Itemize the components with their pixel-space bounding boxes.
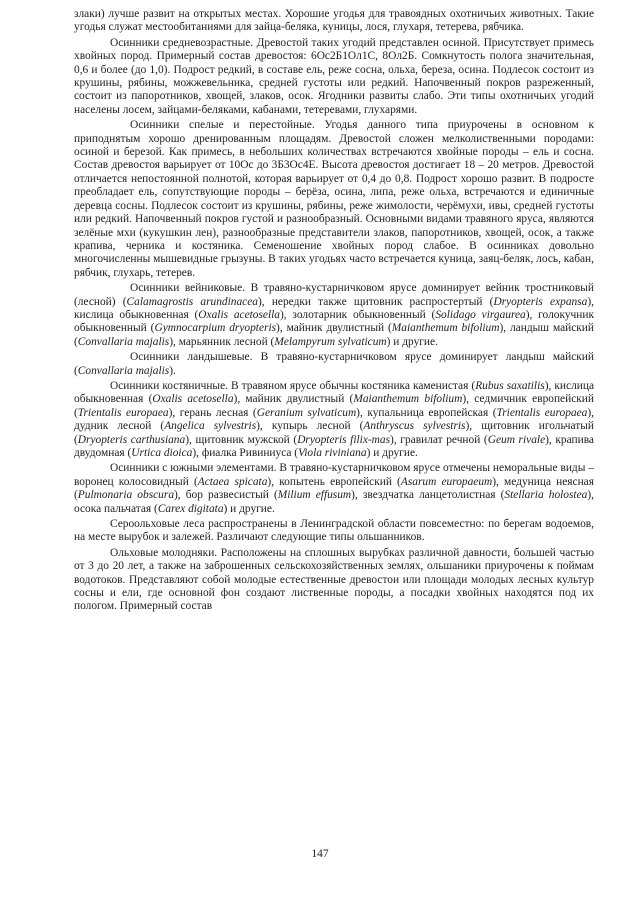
text-run: Осинники ландышевые. В травяно-кустарничковом ярусе доминирует ландыш майский ( [74,351,594,377]
paragraph [74,547,594,614]
text-run: Осинники костяничные. В травяном ярусе обычны костяника каменистая ( [110,379,476,392]
text-run: ) и другие. [366,447,418,459]
text-run: ), ландыш майский ( [74,322,595,348]
paragraph [74,37,594,117]
text-run: Осинники спелые и перестойные. Угодья данного типа приурочены в основном к приподнятым хорошо дренированным площадям. Древостой сложен мелколиственными породами: осиной и березой. Как примесь, в небольших количествах встречаются хвойные породы – ель и сосна. Состав древостоя варьирует от 10Ос до 3Б3Ос4Е. Высота древостоя достигает 18 – 20 метров. Древостой отличается непостоянной полнотой, которая варьирует от 0,4 до 0,8. Подрост хорошо развит. В подросте преобладает ель, сопутствующие породы – берёза, осина, липа, реже ольха, встречаются и единичные деревца сосны. Подлесок состоит из крушины, рябины, реже жимолости, черёмухи, ивы, средней густоты или редкий. Напочвенный покров густой и разнообразный. Основными видами травяного яруса, являются зелёные мхи (кукушкин лен), разнообразные представители злаков, папоротников, хвощей, осок, а также крапива, черника и костяника. Семеношение хвойных пород слабое. В осинниках довольно многочисленны мышевидные грызуны. В таких угодьях часто встречается куница, заяц-беляк, лось, кабан, рябчик, глухарь, тетерев. [74,119,594,279]
species-latin-name: Viola riviniana [298,447,367,459]
species-latin-name: Urtica dioica [131,447,193,459]
paragraph [74,119,594,280]
text-run: ), майник двулистный ( [276,322,392,335]
species-latin-name: Dryopteris filix-mas [297,433,391,446]
species-latin-name: Stellaria holostea [504,489,588,502]
text-run: ), майник двулистный ( [233,393,354,406]
text-run: ), фиалка Ривиниуса ( [192,447,299,459]
species-latin-name: Oxalis acetosella [152,393,234,406]
text-run: ) и другие. [386,335,438,348]
species-latin-name: Calamagrostis arundinacea [126,295,258,308]
species-latin-name: Maianthemum bifolium [391,322,500,335]
species-latin-name: Maianthemum bifolium [353,393,463,406]
text-run: ) и другие. [223,502,275,515]
text-run: ), щитовник мужской ( [185,433,298,446]
paragraph [74,462,594,516]
paragraph [74,518,594,545]
species-latin-name: Dryopteris expansa [493,295,588,308]
species-latin-name: Gymnocarpium dryopteris [154,322,277,335]
text-run: ), купырь лесной ( [256,420,364,433]
species-latin-name: Dryopteris carthusiana [77,433,186,446]
text-run: ), медуница неясная ( [74,475,594,502]
text-run: ), нередки также щитовник распростертый ( [257,295,494,308]
species-latin-name: Geranium sylvaticum [256,406,357,419]
document-page [74,8,594,616]
text-run: Осинники с южными элементами. В травяно-кустарничковом ярусе отмечены неморальные виды – воронец колосовидный ( [74,462,594,488]
text-run: ). [169,364,176,377]
species-latin-name: Angelica sylvestris [164,420,257,433]
text-run: ), герань лесная ( [168,406,257,419]
species-latin-name: Anthryscus sylvestris [363,420,466,433]
paragraph [74,8,594,35]
species-latin-name: Milium effusum [277,489,352,502]
text-run: Осинники средневозрастные. Древостой таких угодий представлен осиной. Присутствует примесь хвойных пород. Примерный состав древостоя: 6Ос2Б1Ол1С, 8Ол2Б. Сомкнутость полога значительная, 0,6 и более (до 1,0). Подрост редкий, в составе ель, реже сосна, ольха, береза, осина. Подлесок состоит из крушины, рябины, можжевельника, средней густоты или редкий. Напочвенный покров разреженный, состоит из папоротников, хвощей, злаков, осок. Ягодники развиты слабо. Эти типы охотничьих угодий населены лосем, зайцами-беляками, кабанами, тетеревами, глухарями. [74,36,594,116]
species-latin-name: Solidago virgaurea [435,308,526,321]
text-run: ), золотарник обыкновенный ( [280,308,436,321]
text-run: ), кислица обыкновенная ( [74,379,594,406]
text-run: ), звездчатка ланцетолистная ( [351,489,505,502]
text-run: Сероольховые леса распространены в Ленинградской области повсеместно: по берегам водоемов, на месте вырубок и залежей. Различают следующие типы ольшанников. [74,518,594,544]
text-run: ), седмичник европейский ( [74,393,594,419]
text-run: ), марьянник лесной ( [169,335,275,348]
text-run: ), бор развесистый ( [174,489,278,502]
text-run: ), осока пальчатая ( [74,489,594,515]
species-latin-name: Asarum europaeum [400,475,493,488]
text-run: ), дудник лесной ( [74,406,594,433]
text-run: ), крапива двудомная ( [74,433,594,459]
text-run: Осинники вейниковые. В травяно-кустарничковом ярусе доминирует вейник тростниковый (лесной) ( [74,282,594,308]
species-latin-name: Rubus saxatilis [475,379,545,392]
species-latin-name: Trientalis europaea [496,406,588,419]
page-number: 147 [311,848,329,860]
species-latin-name: Pulmonaria obscura [77,489,175,502]
text-run: ), щитовник игольчатый ( [74,420,595,446]
paragraph [74,282,594,349]
species-latin-name: Actaea spicata [197,475,268,488]
species-latin-name: Geum rivale [487,433,546,446]
species-latin-name: Convallaria majalis [77,364,170,377]
species-latin-name: Convallaria majalis [77,335,170,348]
species-latin-name: Melampyrum sylvaticum [274,335,387,348]
species-latin-name: Carex digitata [157,502,224,515]
species-latin-name: Trientalis europaea [77,406,169,419]
text-run: ), кислица обыкновенная ( [74,295,594,321]
text-run: ), купальница европейская ( [356,406,497,419]
paragraph [74,380,594,460]
species-latin-name: Oxalis acetosella [198,308,280,321]
text-run: ), гравилат речной ( [390,433,488,446]
text-run: Ольховые молодняки. Расположены на сплошных вырубках различной давности, большей частью от 3 до 20 лет, а также на заброшенных сельскохозяйственных землях, ольшаники приурочены к поймам водотоков. Представляют собой молодые естественные древостои или площади молодых лесных культур сосны и ели, где основной фон создают лиственные породы, а посадки хвойных находятся под их пологом. Примерный состав [74,546,594,613]
text-run: злаки) лучше развит на открытых местах. Хорошие угодья для травоядных охотничьих животных. Такие угодья служат местообитаниями для зайца-беляка, куницы, лося, глухаря, тетерева, рябчика. [74,8,594,34]
text-run: ), голокучник обыкновенный ( [74,308,594,335]
paragraph [74,351,594,378]
text-run: ), копытень европейский ( [267,475,401,488]
